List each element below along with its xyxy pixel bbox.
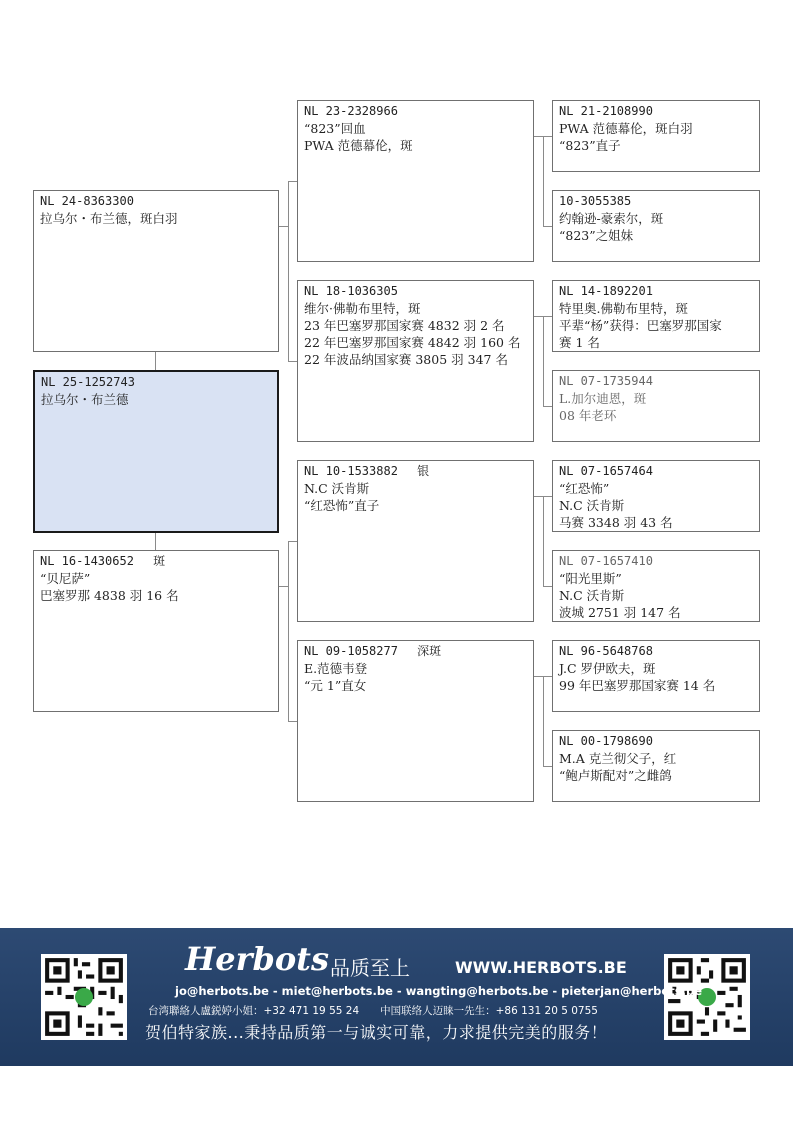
pedigree-detail-line: “823”之姐妹: [559, 228, 634, 243]
ring-number: NL 23-2328966: [304, 104, 398, 118]
pedigree-detail-line: PWA 范德幕伦，斑白羽: [559, 121, 693, 136]
pedigree-detail-line: 维尔·佛勒布里特，斑: [304, 301, 421, 316]
ring-number: NL 07-1657464: [559, 464, 653, 478]
pedigree-detail-line: 08 年老环: [559, 408, 617, 423]
pedigree-detail-line: E.范德韦登: [304, 661, 368, 676]
ring-number: 10-3055385: [559, 194, 632, 208]
pedigree-box-ggp-3: [552, 280, 760, 352]
pedigree-detail-line: 特里奥.佛勒布里特，斑: [559, 301, 688, 316]
pedigree-detail-line: N.C 沃肯斯: [559, 498, 625, 513]
pedigree-box-ggp-8: [552, 730, 760, 802]
pedigree-box-sire-dam: [297, 280, 534, 442]
ring-number: NL 18-1036305: [304, 284, 398, 298]
connector-g3-3-bottom: [543, 586, 552, 587]
pedigree-detail-line: “鲍卢斯配对”之雌鸽: [559, 768, 672, 783]
pedigree-detail-line: L.加尔迪恩，斑: [559, 391, 647, 406]
website-link[interactable]: WWW.HERBOTS.BE: [455, 958, 627, 977]
ring-number: NL 07-1735944: [559, 374, 653, 388]
brand-slogan: 品质至上: [330, 956, 410, 980]
connector-g3-4-h: [534, 676, 543, 677]
pedigree-detail-line: J.C 罗伊欧夫，斑: [559, 661, 656, 676]
connector-g3-2-h: [534, 316, 543, 317]
connector-g3-2-top: [543, 316, 552, 317]
ring-number: NL 09-1058277 深斑: [304, 644, 442, 658]
connector-subject-dam: [155, 533, 156, 550]
pedigree-box-subject: [33, 370, 279, 533]
pedigree-box-dam-dam: [297, 640, 534, 802]
connector-sire-branch-top: [288, 181, 297, 182]
pedigree-box-sire: [33, 190, 279, 352]
pedigree-detail-line: 99 年巴塞罗那国家赛 14 名: [559, 678, 716, 693]
pedigree-detail-line: 马赛 3348 羽 43 名: [559, 515, 673, 530]
pedigree-box-ggp-5: [552, 460, 760, 532]
pedigree-detail-line: 约翰逊-豪索尔，斑: [559, 211, 664, 226]
pedigree-box-ggp-6: [552, 550, 760, 622]
connector-g3-1-v: [543, 136, 544, 226]
footer-banner: [0, 928, 793, 1066]
connector-g3-4-bottom: [543, 766, 552, 767]
connector-dam-branch-bottom: [288, 721, 297, 722]
ring-number: NL 96-5648768: [559, 644, 653, 658]
connector-g3-3-top: [543, 496, 552, 497]
pedigree-detail-line: 22 年巴塞罗那国家赛 4842 羽 160 名: [304, 335, 521, 350]
brand-logo: Herbots: [185, 940, 329, 978]
pedigree-detail-line: “阳光里斯”: [559, 571, 622, 586]
company-motto: 贺伯特家族...秉持品质第一与诚实可靠，力求提供完美的服务！: [145, 1023, 608, 1042]
pedigree-detail-line: PWA 范德幕伦，斑: [304, 138, 413, 153]
connector-sire-branch-bottom: [288, 361, 297, 362]
connector-dam-branch-v: [288, 541, 289, 721]
ring-number: NL 00-1798690: [559, 734, 653, 748]
qr-code-left: [41, 954, 127, 1040]
pedigree-detail-line: 波城 2751 羽 147 名: [559, 605, 681, 620]
ring-number: NL 10-1533882 银: [304, 464, 430, 478]
pedigree-detail-line: 巴塞罗那 4838 羽 16 名: [40, 588, 179, 603]
pedigree-detail-line: N.C 沃肯斯: [559, 588, 625, 603]
wechat-icon: [75, 988, 93, 1006]
connector-g3-2-v: [543, 316, 544, 406]
qr-pattern: [41, 954, 127, 1040]
pedigree-detail-line: N.C 沃肯斯: [304, 481, 370, 496]
connector-dam-branch-h: [279, 586, 288, 587]
pedigree-detail-line: 平辈“杨”获得：巴塞罗那国家: [559, 318, 722, 333]
pedigree-detail-line: “元 1”直女: [304, 678, 367, 693]
connector-sire-branch-h: [279, 226, 288, 227]
pedigree-box-ggp-2: [552, 190, 760, 262]
pedigree-box-dam-sire: [297, 460, 534, 622]
pedigree-detail-line: “823”回血: [304, 121, 366, 136]
pedigree-detail-line: “红恐怖”直子: [304, 498, 380, 513]
pedigree-detail-line: 22 年波品纳国家赛 3805 羽 347 名: [304, 352, 508, 367]
pedigree-detail-line: “823”直子: [559, 138, 621, 153]
ring-number: NL 25-1252743: [41, 375, 135, 389]
pedigree-detail-line: “红恐怖”: [559, 481, 610, 496]
connector-sire-subject: [155, 352, 156, 370]
ring-number: NL 14-1892201: [559, 284, 653, 298]
connector-g3-4-v: [543, 676, 544, 766]
contact-phones: 台湾聯絡人盧鋭婷小姐：+32 471 19 55 24 中国联络人迈睐一先生：+86 131 20 5 0755: [148, 1005, 598, 1017]
pedigree-detail-line: 拉乌尔・布兰德，斑白羽: [40, 211, 178, 226]
connector-sire-branch-v: [288, 181, 289, 361]
ring-number: NL 21-2108990: [559, 104, 653, 118]
pedigree-box-ggp-4: [552, 370, 760, 442]
connector-g3-1-bottom: [543, 226, 552, 227]
pedigree-detail-line: M.A 克兰彻父子，红: [559, 751, 677, 766]
pedigree-detail-line: “贝尼萨”: [40, 571, 91, 586]
connector-g3-3-v: [543, 496, 544, 586]
pedigree-detail-line: 拉乌尔・布兰德: [41, 392, 129, 407]
connector-g3-1-h: [534, 136, 543, 137]
ring-number: NL 07-1657410: [559, 554, 653, 568]
pedigree-detail-line: 23 年巴塞罗那国家赛 4832 羽 2 名: [304, 318, 505, 333]
connector-g3-2-bottom: [543, 406, 552, 407]
connector-g3-3-h: [534, 496, 543, 497]
pedigree-box-dam: [33, 550, 279, 712]
connector-g3-4-top: [543, 676, 552, 677]
pedigree-box-sire-sire: [297, 100, 534, 262]
pedigree-box-ggp-1: [552, 100, 760, 172]
pedigree-box-ggp-7: [552, 640, 760, 712]
contact-emails[interactable]: jo@herbots.be - miet@herbots.be - wangting@herbots.be - pieterjan@herbots.be: [175, 984, 703, 998]
connector-dam-branch-top: [288, 541, 297, 542]
connector-g3-1-top: [543, 136, 552, 137]
ring-number: NL 24-8363300: [40, 194, 134, 208]
ring-number: NL 16-1430652 斑: [40, 554, 166, 568]
pedigree-detail-line: 赛 1 名: [559, 335, 600, 350]
